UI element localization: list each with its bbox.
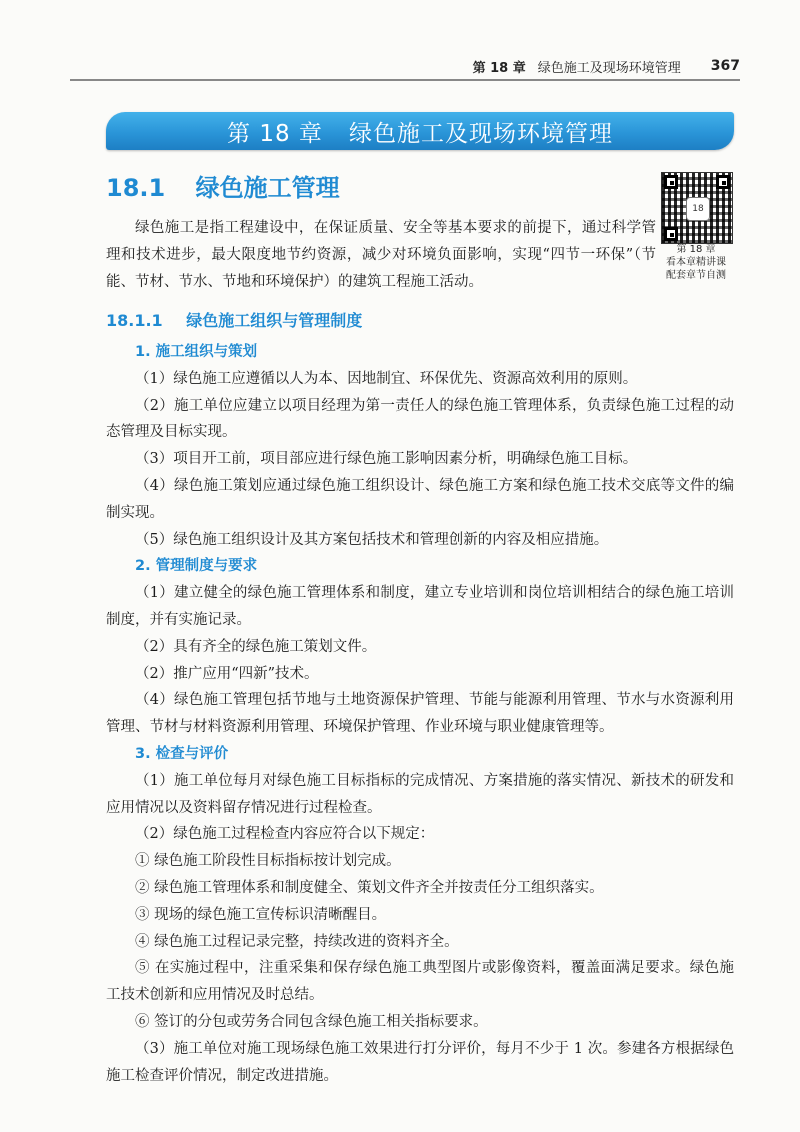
qr-caption-line: 看本章精讲课: [666, 257, 726, 268]
qr-caption-line: 第 18 章: [676, 244, 716, 255]
body-paragraph: （2）绿色施工过程检查内容应符合以下规定：: [135, 826, 435, 843]
body-paragraph: （4）绿色施工管理包括节地与土地资源保护管理、节能与能源利用管理、节水与水资源利用管理、节材与材料资源利用管理、环境保护管理、作业环境与职业健康管理等。: [106, 692, 734, 736]
running-head-chapter: 第 18 章: [472, 60, 526, 76]
page-number: 367: [710, 58, 740, 74]
subsection-title: [106, 308, 362, 331]
body-paragraph: （1）建立健全的绿色施工管理体系和制度，建立专业培训和岗位培训相结合的绿色施工培训制度，并有实施记录。: [106, 585, 734, 628]
body-paragraph: （3）项目开工前，项目部应进行绿色施工影响因素分析，明确绿色施工目标。: [135, 451, 638, 468]
section-title: [106, 168, 340, 203]
item-heading: 1. 施工组织与策划: [135, 344, 258, 360]
body-paragraph: ② 绿色施工管理体系和制度健全、策划文件齐全并按责任分工组织落实。: [135, 879, 604, 896]
subsection-number: 18.1.1: [106, 311, 163, 330]
section-number: 18.1: [106, 174, 166, 202]
item-heading: 2. 管理制度与要求: [135, 558, 258, 575]
qr-caption: [652, 243, 740, 282]
body-paragraph: ③ 现场的绿色施工宣传标识清晰醒目。: [135, 906, 387, 923]
qr-code[interactable]: [661, 172, 733, 244]
body-paragraph: （2）具有齐全的绿色施工策划文件。: [135, 638, 377, 655]
body-paragraph: （1）施工单位每月对绿色施工目标指标的完成情况、方案措施的落实情况、新技术的研发和应用情况以及资料留存情况进行过程检查。: [106, 772, 734, 816]
body-text: [106, 339, 734, 1089]
subsection-title-text: 绿色施工组织与管理制度: [186, 311, 363, 330]
chapter-number: 第 18 章: [227, 120, 323, 147]
body-paragraph: （5）绿色施工组织设计及其方案包括技术和管理创新的内容及相应措施。: [135, 531, 609, 548]
body-paragraph: （2）施工单位应建立以项目经理为第一责任人的绿色施工管理体系，负责绿色施工过程的动态管理及目标实现。: [106, 397, 734, 441]
qr-finder-icon: [716, 175, 730, 189]
body-paragraph: ⑤ 在实施过程中，注重采集和保存绿色施工典型图片或影像资料，覆盖面满足要求。绿色施工技术创新和应用情况及时总结。: [106, 960, 734, 1004]
item-heading: 3. 检查与评价: [135, 745, 229, 762]
running-head: [440, 54, 740, 78]
running-head-title: 绿色施工及现场环境管理: [537, 60, 681, 76]
header-rule: [70, 79, 740, 81]
chapter-title: 绿色施工及现场环境管理: [348, 120, 613, 147]
qr-finder-icon: [664, 227, 678, 241]
qr-badge: 18: [686, 197, 710, 221]
body-paragraph: （2）推广应用“四新”技术。: [135, 665, 319, 682]
body-paragraph: ④ 绿色施工过程记录完整，持续改进的资料齐全。: [135, 933, 459, 950]
section-title-text: 绿色施工管理: [195, 174, 340, 202]
intro-text: 绿色施工是指工程建设中，在保证质量、安全等基本要求的前提下，通过科学管理和技术进步，最大限度地节约资源，减少对环境负面影响，实现“四节一环保”（节能、节材、节水、节地和环境保护）的建筑工程施工活动。: [106, 220, 656, 290]
body-paragraph: ⑥ 签订的分包或劳务合同包含绿色施工相关指标要求。: [135, 1013, 488, 1030]
body-paragraph: ① 绿色施工阶段性目标指标按计划完成。: [135, 853, 401, 870]
chapter-banner: [106, 112, 734, 150]
qr-finder-icon: [664, 175, 678, 189]
qr-caption-line: 配套章节自测: [666, 270, 726, 281]
body-paragraph: （3）施工单位对施工现场绿色施工效果进行打分评价，每月不少于 1 次。参建各方根据绿色施工检查评价情况，制定改进措施。: [106, 1040, 734, 1084]
intro-paragraph: [106, 215, 656, 296]
body-paragraph: （1）绿色施工应遵循以人为本、因地制宜、环保优先、资源高效利用的原则。: [135, 370, 638, 387]
body-paragraph: （4）绿色施工策划应通过绿色施工组织设计、绿色施工方案和绿色施工技术交底等文件的编制实现。: [106, 477, 734, 521]
